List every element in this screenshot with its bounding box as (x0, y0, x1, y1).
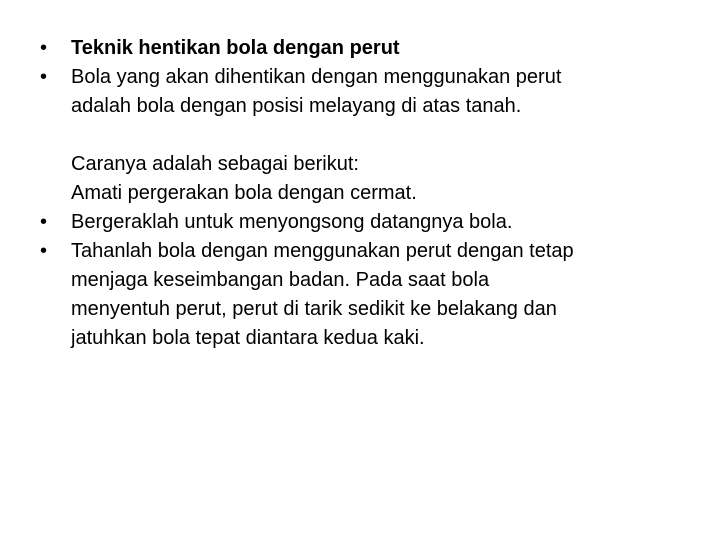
bullet-text-line: menjaga keseimbangan badan. Pada saat bola (71, 269, 490, 291)
bullet-text-line: jatuhkan bola tepat diantara kedua kaki. (71, 327, 425, 349)
bullet-text-line: menyentuh perut, perut di tarik sedikit ke belakang dan (71, 298, 557, 320)
bullet-text-line: Bola yang akan dihentikan dengan menggunakan perut (71, 66, 562, 88)
plain-paragraph (40, 150, 690, 208)
paragraph-text-line: Caranya adalah sebagai berikut: (71, 153, 359, 175)
bullet-icon: • (40, 211, 48, 233)
bullet-heading: Teknik hentikan bola dengan perut (71, 37, 400, 59)
bullet-text-line: Tahanlah bola dengan menggunakan perut dengan tetap (71, 240, 574, 262)
bullet-icon: • (40, 37, 48, 59)
bullet-item (40, 208, 690, 237)
bullet-item (40, 237, 690, 353)
bullet-icon: • (40, 240, 48, 262)
bullet-text-line: adalah bola dengan posisi melayang di atas tanah. (71, 95, 522, 117)
paragraph-text-line: Amati pergerakan bola dengan cermat. (71, 182, 417, 204)
bullet-item (40, 63, 690, 121)
slide-body (40, 34, 690, 353)
bullet-item (40, 34, 690, 63)
bullet-text-line: Bergeraklah untuk menyongsong datangnya bola. (71, 211, 513, 233)
bullet-icon: • (40, 66, 48, 88)
paragraph-spacer (40, 121, 690, 150)
